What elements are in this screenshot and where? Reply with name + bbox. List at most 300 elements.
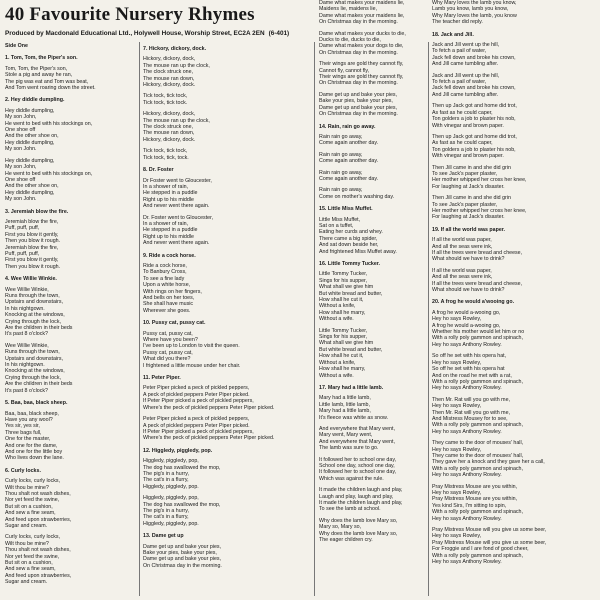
- stanza: [5, 108, 137, 153]
- lyric-line: Jack fell down and broke his crown,: [432, 85, 516, 92]
- lyric-line: Pussy cat, pussy cat,: [143, 330, 193, 337]
- song-title: 14. Rain, rain go away.: [319, 123, 376, 130]
- stanza: [432, 527, 600, 565]
- lyric-line: To fetch a pail of water,: [432, 48, 487, 55]
- stanza: [143, 385, 311, 411]
- lyric-line: For Froggie and I are fond of good cheer,: [432, 546, 529, 553]
- lyric-line: Hey diddle dumpling,: [5, 189, 55, 196]
- song-title: 12. Higgledy, piggledy, pop.: [143, 447, 213, 454]
- lyric-line: Yes kind Sirs, I'm sitting to spin,: [432, 502, 507, 509]
- lyric-line: Upon a white horse,: [143, 282, 191, 289]
- lyric-line: Curly locks, curly locks,: [5, 534, 61, 541]
- lyric-line: Her mother whipped her cross her knee,: [432, 207, 527, 214]
- lyric-line: Ride a cock horse,: [143, 262, 187, 269]
- lyric-line: With a rolly poly gammon and spinach,: [432, 552, 523, 559]
- stanza: [432, 0, 600, 26]
- stanza: [432, 103, 600, 129]
- lyric-line: Where's the peck of pickled peppers Peter Piper picked.: [143, 435, 275, 442]
- lyric-line: Ton golders a job to plaster his nob,: [432, 146, 516, 153]
- lyric-line: There came a big spider,: [319, 235, 378, 242]
- lyric-line: Hey ho says Rowley,: [432, 446, 482, 453]
- lyric-line: Baa, baa, black sheep,: [5, 410, 59, 417]
- lyric-line: Jeremiah blow the fire,: [5, 218, 59, 225]
- lyric-line: Nor yet feed the swine,: [5, 497, 60, 504]
- lyric-line: Where have you been?: [143, 337, 198, 344]
- lyric-line: Tick tock, tick tock.: [143, 99, 188, 106]
- song-block: [432, 0, 600, 26]
- lyric-line: Without a wife.: [319, 316, 354, 323]
- stanza: [143, 495, 311, 527]
- stanza: [143, 331, 311, 369]
- lyric-line: What did you there?: [143, 356, 191, 363]
- lyric-line: Hey ho says Rowley,: [432, 316, 482, 323]
- lyric-line: How shall he marry,: [319, 309, 366, 316]
- lyric-line: With rings on her fingers,: [143, 288, 202, 295]
- lyric-line: On Christmas day in the morning.: [319, 111, 398, 118]
- lyric-line: It's past 8 o'clock?: [5, 387, 48, 394]
- lyric-line: So off he set with his opera hat: [432, 366, 505, 373]
- song-block: [143, 533, 311, 569]
- lyric-line: Jeremiah blow the fire,: [5, 244, 59, 251]
- lyric-line: Higgledy, piggledy, pop,: [143, 495, 199, 502]
- lyric-line: Tom, Tom, the Piper's son,: [5, 65, 68, 72]
- stanza: [432, 440, 600, 478]
- lyric-line: Three bags full,: [5, 429, 42, 436]
- lyric-line: The mouse ran down,: [143, 130, 195, 137]
- lyric-line: Runs through the town,: [5, 293, 60, 299]
- song-block: [319, 124, 426, 201]
- lyric-line: One for the master,: [5, 436, 51, 443]
- lyric-line: For laughing at Jack's disaster.: [432, 183, 505, 190]
- song-block: [432, 299, 600, 565]
- song-title: 19. If all the world was paper.: [432, 226, 506, 233]
- lyric-line: And Jill came tumbling after.: [432, 91, 499, 98]
- song-block: [319, 206, 426, 255]
- song-block: [5, 468, 137, 586]
- stanza: [319, 217, 426, 255]
- lyric-line: Where's the peck of pickled peppers Peter Piper picked.: [143, 404, 275, 411]
- lyric-line: Without a knife,: [319, 359, 356, 366]
- lyric-line: Ton golders a job to plaster his nob,: [432, 116, 516, 123]
- song-title: 16. Little Tommy Tucker.: [319, 261, 381, 267]
- lyric-line: Upstairs and downstairs,: [5, 355, 63, 362]
- lyric-line: Dr. Foster went to Gloucester,: [143, 214, 214, 221]
- stanza: [319, 187, 426, 200]
- lyric-line: Without a knife,: [319, 303, 356, 310]
- lyric-line: And sat down beside her,: [319, 242, 379, 249]
- lyric-line: Hey diddle dumpling,: [5, 139, 55, 146]
- stanza: [143, 263, 311, 314]
- lyric-line: Pray Mistress Mouse will you give us some beer,: [432, 539, 547, 546]
- lyric-line: And Jill came tumbling after.: [432, 61, 499, 68]
- lyric-line: Peter Piper picked a peck of pickled peppers,: [143, 416, 250, 423]
- lyric-line: Dr Foster went to Gloucester,: [143, 177, 212, 184]
- lyric-line: Dame get up and bake your pies,: [319, 104, 398, 111]
- stanza: [319, 170, 426, 183]
- lyric-line: On Christmas day in the morning.: [319, 80, 398, 87]
- song-block: [5, 276, 137, 394]
- lyrics-column-2: [143, 40, 311, 600]
- lyric-line: It followed her to school one day,: [319, 456, 397, 463]
- lyric-line: Sugar and cream.: [5, 523, 48, 529]
- lyric-line: Hey diddle dumpling,: [5, 107, 55, 114]
- lyric-line: Nor yet feed the swine,: [5, 553, 60, 560]
- song-block: [432, 32, 600, 221]
- stanza: [319, 457, 426, 483]
- lyric-line: It followed her to school one day,: [319, 469, 397, 476]
- lyric-line: If all the world was paper,: [432, 237, 492, 244]
- stanza: [143, 544, 311, 570]
- lyric-line: She shall have music: [143, 301, 194, 308]
- lyric-line: Without a wife.: [319, 372, 354, 379]
- lyric-line: Hey diddle dumpling,: [5, 157, 55, 164]
- lyric-line: Sings for his supper,: [319, 334, 367, 341]
- lyric-line: And the other shoe on,: [5, 183, 59, 190]
- song-block: [143, 448, 311, 527]
- lyric-line: Which was against the rule.: [319, 475, 384, 482]
- lyric-line: And sew a fine seam,: [5, 566, 56, 573]
- stanza: [319, 518, 426, 544]
- lyric-line: Hey ho says Anthony Rowley.: [432, 515, 502, 522]
- lyric-line: With vinegar and brown paper.: [432, 122, 504, 129]
- lyric-line: Hey ho says Anthony Rowley.: [432, 472, 502, 479]
- stanza: [319, 395, 426, 421]
- lyric-line: To see a fine lady: [143, 275, 185, 282]
- side-label: Side One: [5, 43, 28, 49]
- lyric-line: And feed upon strawberries,: [5, 516, 72, 523]
- lyric-line: The pig's in a hurry,: [143, 470, 189, 477]
- song-title: 7. Hickory, dickory, dock.: [143, 46, 207, 52]
- lyric-line: And Tom went roaring down the street.: [5, 85, 96, 92]
- lyric-line: With a rolly poly gammon and spinach,: [432, 335, 523, 342]
- lyric-line: Runs through the town,: [5, 349, 60, 356]
- lyric-line: Pussy cat, pussy cat,: [143, 349, 193, 356]
- lyric-line: Puff, puff, puff,: [5, 250, 40, 257]
- song-block: [319, 385, 426, 544]
- song-title: 5. Baa, baa, black sheep.: [5, 400, 68, 407]
- lyric-line: Whether his mother would let him or no: [432, 329, 525, 336]
- lyric-line: Their wings are gold they cannot fly,: [319, 61, 404, 68]
- lyric-line: School one day, school one day,: [319, 462, 395, 469]
- lyric-line: Little Tommy Tucker,: [319, 271, 368, 278]
- lyric-line: Dame what makes your maidens lie,: [319, 0, 405, 6]
- lyric-line: Come again another day.: [319, 175, 379, 182]
- stanza: [143, 416, 311, 442]
- song-title: 15. Little Miss Muffet.: [319, 206, 373, 213]
- lyric-line: But white bread and butter,: [319, 290, 383, 297]
- lyric-line: Then you blow it rough.: [5, 238, 61, 245]
- lyric-line: Tick tock, tick tock,: [143, 93, 188, 100]
- stanza: [319, 271, 426, 322]
- lyric-line: They came to the door of mouses' hall,: [432, 440, 524, 447]
- stanza: [432, 397, 600, 435]
- lyric-line: To see Jack's paper plaster,: [432, 170, 498, 177]
- lyric-line: Then Jill came in and she did grin: [432, 195, 511, 202]
- song-title: 10. Pussy cat, pussy cat.: [143, 320, 206, 327]
- lyric-line: Then Mr. Rat will you go with me,: [432, 396, 511, 403]
- lyric-line: And bells on her toes,: [143, 295, 195, 301]
- lyric-line: Knocking at the windows,: [5, 368, 65, 375]
- lyric-line: As fast as he could caper,: [432, 109, 493, 116]
- stanza: [319, 134, 426, 147]
- song-title: 11. Peter Piper.: [143, 375, 181, 382]
- lyric-line: And on the road he met with a rat,: [432, 372, 512, 379]
- lyric-line: My son John.: [5, 146, 37, 153]
- lyric-line: Rain rain go away,: [319, 169, 363, 176]
- lyric-line: Sings for his supper,: [319, 277, 367, 284]
- lyric-line: Hey ho says Anthony Rowley.: [432, 559, 502, 566]
- lyric-line: Mary had a little lamb,: [319, 408, 371, 415]
- lyric-line: Maidens lie, maidens lie,: [319, 6, 377, 13]
- lyric-line: Wherever she goes.: [143, 307, 191, 314]
- lyric-line: Why does the lamb love Mary so,: [319, 517, 398, 524]
- stanza: [143, 178, 311, 210]
- lyric-line: Hickory, dickory, dock.: [143, 82, 196, 89]
- lyric-line: Then Jill came in and she did grin: [432, 164, 511, 171]
- lyric-line: Cannot fly, cannot fly,: [319, 67, 370, 74]
- lyric-line: With a rolly poly gammon and spinach,: [432, 465, 523, 472]
- lyric-line: The clock struck one,: [143, 124, 194, 131]
- lyric-line: The dog has swallowed the mop,: [143, 501, 221, 508]
- lyric-line: Thou shalt not wash dishes,: [5, 547, 71, 554]
- song-title: 2. Hey diddle dumpling.: [5, 97, 65, 104]
- stanza: [5, 478, 137, 529]
- lyric-line: It's fleece was white as snow.: [319, 414, 389, 421]
- lyric-line: On Christmas day in the morning.: [319, 19, 398, 26]
- stanza: [319, 152, 426, 165]
- lyric-line: Come on mother's washing day.: [319, 193, 395, 200]
- lyric-line: Wee Willie Winkie,: [5, 286, 49, 293]
- stanza: [432, 134, 600, 160]
- song-block: [5, 55, 137, 91]
- lyric-line: Hey ho says Anthony Rowley.: [432, 341, 502, 348]
- lyric-line: And sew a fine seam,: [5, 510, 56, 517]
- lyric-line: I frightened a little mouse under her chair.: [143, 362, 241, 369]
- lyric-line: What shall we give him: [319, 340, 374, 347]
- lyric-line: Mary so, Mary so,: [319, 524, 362, 531]
- lyric-line: Hey ho says Rowley,: [432, 490, 482, 496]
- lyric-line: And never went there again.: [143, 203, 210, 210]
- stanza: [5, 287, 137, 338]
- song-title: 4. Wee Willie Winkie.: [5, 276, 57, 283]
- lyric-line: Dame get up and bake your pies,: [143, 556, 222, 563]
- song-block: [143, 253, 311, 315]
- lyric-line: A frog he would a-wooing go,: [432, 322, 501, 329]
- lyric-line: The pig was eat and Tom was beat,: [5, 78, 89, 85]
- lyric-line: Hickory, dickory, dock.: [143, 136, 196, 143]
- stanza: [432, 268, 600, 294]
- lyric-line: For laughing at Jack's disaster.: [432, 214, 505, 221]
- stanza: [5, 219, 137, 270]
- song-block: [319, 261, 426, 379]
- lyric-line: The cat's in a flurry,: [143, 514, 189, 521]
- stanza: [432, 42, 600, 68]
- lyric-line: And feed upon strawberries,: [5, 572, 72, 579]
- lyric-line: Rain rain go away,: [319, 133, 363, 140]
- lyric-line: Stole a pig and away he ran,: [5, 72, 73, 79]
- lyric-line: Their wings are gold they cannot fly,: [319, 74, 404, 81]
- lyric-line: Jack fell down and broke his crown,: [432, 54, 516, 61]
- lyric-line: First you blow it gently,: [5, 257, 59, 264]
- stanza: [319, 426, 426, 452]
- lyric-line: Tick tock, tick, tock.: [143, 154, 189, 161]
- lyric-line: Dame what makes your ducks to die,: [319, 30, 406, 37]
- lyric-line: Wilt thou be mine?: [5, 540, 49, 547]
- stanza: [143, 111, 311, 143]
- lyric-line: My son John,: [5, 164, 37, 171]
- lyric-line: Higgledy, piggledy, pop.: [143, 483, 199, 490]
- lyric-line: The dog has swallowed the mop,: [143, 464, 221, 471]
- lyric-line: I've been up to London to visit the queen.: [143, 343, 240, 350]
- lyric-line: If all the world was paper,: [432, 267, 492, 274]
- song-title: 20. A frog he would a'wooing go.: [432, 299, 515, 306]
- lyric-line: Peter Piper picked a peck of pickled peppers,: [143, 385, 250, 392]
- stanza: [432, 237, 600, 263]
- lyric-line: Higgledy, piggledy, pop,: [143, 458, 199, 465]
- lyric-line: Pray Mistress Mouse are you within,: [432, 483, 518, 490]
- song-block: [143, 167, 311, 246]
- stanza: [432, 484, 600, 522]
- song-block: [5, 400, 137, 462]
- lyric-line: Sugar and cream.: [5, 579, 48, 586]
- lyric-line: It's past 8 o'clock?: [5, 331, 48, 338]
- lyric-line: In his nightgown.: [5, 362, 45, 369]
- stanza: [5, 158, 137, 203]
- lyric-line: He stepped in a puddle: [143, 190, 198, 197]
- lyric-line: To see Jack's paper plaster,: [432, 201, 498, 208]
- lyric-line: If Peter Piper picked a peck of pickled peppers,: [143, 428, 254, 435]
- song-title: 1. Tom, Tom, the Piper's son.: [5, 55, 78, 62]
- lyric-line: But sit on a cushion,: [5, 560, 53, 567]
- lyric-line: Lamb you know, lamb you know,: [432, 6, 509, 13]
- song-block: [5, 97, 137, 202]
- column-divider: [314, 42, 315, 596]
- lyric-line: But sit on a cushion,: [5, 503, 53, 510]
- column-divider: [139, 42, 140, 596]
- catalogue-number: (6-401): [268, 30, 290, 37]
- lyric-line: A peck of pickled peppers Peter Piper picked.: [143, 391, 250, 398]
- stanza: [432, 73, 600, 99]
- lyric-line: With a rolly poly gammon and spinach,: [432, 378, 523, 385]
- song-title: 17. Mary had a little lamb.: [319, 384, 384, 391]
- stanza: [432, 165, 600, 191]
- lyric-line: As fast as he could caper,: [432, 140, 493, 147]
- lyric-line: It made the children laugh and play,: [319, 487, 403, 494]
- lyric-line: Then up Jack got and home did trot,: [432, 103, 517, 110]
- song-block: [143, 46, 311, 161]
- lyric-line: Hey ho says Rowley,: [432, 403, 482, 410]
- stanza: [319, 61, 426, 87]
- lyrics-column-3: [319, 0, 426, 600]
- lyric-line: Pray Mistress Mouse are you within,: [432, 496, 518, 503]
- lyric-line: They gave her a knock and they gave her a call,: [432, 459, 545, 466]
- lyric-line: Upstairs and downstairs,: [5, 299, 63, 306]
- song-title: 13. Dame get up: [143, 533, 184, 540]
- stanza: [143, 458, 311, 490]
- lyric-line: And the other shoe on,: [5, 133, 59, 140]
- lyric-line: A frog he would a-wooing go,: [432, 309, 501, 316]
- lyric-line: Tick tock, tick tock,: [143, 148, 188, 155]
- lyric-line: One shoe off: [5, 127, 36, 134]
- lyric-line: Wee Willie Winkie,: [5, 342, 49, 349]
- lyric-line: Why Mary loves the lamb, you know: [432, 12, 517, 19]
- lyric-line: Hickory, dickory, dock,: [143, 111, 196, 118]
- song-title: 8. Dr. Foster: [143, 167, 174, 174]
- lyric-line: How shall he cut it,: [319, 353, 364, 360]
- lyric-line: If all the trees were bread and cheese,: [432, 250, 523, 256]
- song-title: 18. Jack and Jill.: [432, 31, 474, 38]
- lyric-line: Dame what makes your maidens lie,: [319, 12, 405, 19]
- lyric-line: And all the seas were ink,: [432, 243, 493, 250]
- stanza: [143, 148, 311, 161]
- lyric-line: Mary went, Mary went,: [319, 432, 373, 439]
- lyric-line: My son John,: [5, 114, 37, 121]
- lyric-line: Are the children in their beds: [5, 381, 73, 388]
- stanza: [5, 66, 137, 92]
- producer-text: Produced by Macdonald Educational Ltd., Holywell House, Worship Street, EC2A 2EN: [5, 30, 265, 37]
- lyric-line: Why Mary loves the lamb you know,: [432, 0, 517, 6]
- stanza: [319, 487, 426, 513]
- lyric-line: Eating her curds and whey.: [319, 229, 383, 236]
- lyric-line: Hey ho says Anthony Rowley.: [432, 428, 502, 435]
- lyric-line: He went to bed with his stockings on,: [5, 120, 93, 127]
- lyric-line: How shall he marry,: [319, 366, 366, 373]
- lyric-line: And everywhere that Mary went,: [319, 438, 395, 445]
- lyric-line: They came to the door of mouses' hall,: [432, 452, 524, 459]
- lyric-line: Hey ho says Rowley,: [432, 359, 482, 366]
- lyric-line: With a rolly poly gammon and spinach,: [432, 509, 523, 516]
- stanza: [143, 215, 311, 247]
- lyric-line: And Mistress Mousey for to see,: [432, 415, 508, 422]
- stanza: [432, 195, 600, 221]
- lyric-line: First you blow it gently,: [5, 231, 59, 238]
- lyric-line: Rain rain go away,: [319, 187, 363, 194]
- column-divider: [428, 42, 429, 596]
- lyric-line: Higgledy, piggledy, pop.: [143, 520, 199, 527]
- lyric-line: And one for the dame,: [5, 442, 58, 449]
- stanza: [143, 93, 311, 106]
- lyric-line: Knocking at the windows,: [5, 312, 65, 319]
- stanza: [319, 328, 426, 379]
- lyric-line: Who lives down the lane.: [5, 455, 64, 462]
- lyric-line: One shoe off: [5, 176, 36, 183]
- lyric-line: Jack and Jill went up the hill,: [432, 72, 500, 79]
- lyric-line: The lamb was sure to go.: [319, 445, 379, 452]
- lyric-line: Bake your pies, bake your pies,: [319, 98, 393, 105]
- lyric-line: He went to bed with his stockings on,: [5, 170, 93, 177]
- page-title: 40 Favourite Nursery Rhymes: [5, 4, 255, 25]
- lyric-line: Come again another day.: [319, 140, 379, 147]
- lyric-line: Her mother whipped her cross her knee,: [432, 177, 527, 184]
- lyric-line: Ducks to die, ducks to die,: [319, 37, 381, 44]
- song-block: [432, 227, 600, 294]
- lyric-line: And all the seas were ink,: [432, 274, 493, 281]
- lyric-line: But white bread and butter,: [319, 346, 383, 353]
- stanza: [5, 534, 137, 585]
- lyric-line: In a shower of rain,: [143, 183, 189, 190]
- lyric-line: In his nightgown.: [5, 305, 45, 312]
- lyric-line: Then up Jack got and home did trot,: [432, 133, 517, 140]
- lyric-line: Crying through the lock,: [5, 374, 61, 381]
- lyric-line: He stepped in a puddle: [143, 227, 198, 234]
- lyric-line: And never went there again.: [143, 240, 210, 247]
- lyric-line: If all the trees were bread and cheese,: [432, 280, 523, 287]
- stanza: [319, 0, 426, 26]
- lyric-line: Come again another day.: [319, 158, 379, 165]
- lyric-line: To see the lamb at school.: [319, 506, 381, 513]
- lyric-line: Dame get up and bake your pies,: [319, 91, 398, 98]
- lyric-line: The mouse ran up the clock,: [143, 117, 210, 124]
